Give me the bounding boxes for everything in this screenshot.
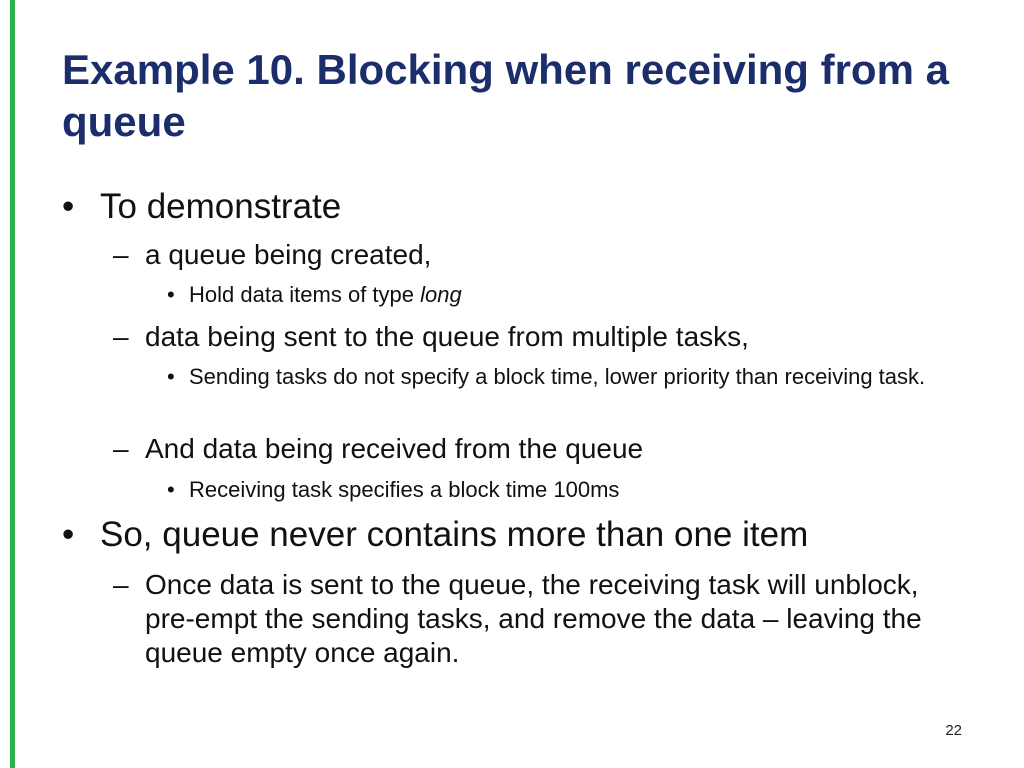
sub-bullet-text: And data being received from the queue [145, 433, 644, 464]
sub-bullet-text: Once data is sent to the queue, the receiving task will unblock, pre-empt the sending tasks, and remove the data – leaving the queue empty once again. [145, 569, 922, 668]
bullet-text: To demonstrate [100, 187, 342, 226]
sub-sub-bullet-text: Receiving task specifies a block time 100ms [189, 477, 620, 502]
dash-icon: – [113, 239, 129, 270]
bullet-text: So, queue never contains more than one item [100, 515, 809, 554]
bullet-icon: • [62, 515, 75, 554]
bullet-icon: • [167, 364, 175, 389]
type-emphasis: long [420, 282, 462, 307]
sub-sub-bullet-text [189, 281, 969, 309]
slide-title: Example 10. Blocking when receiving from a queue [62, 46, 949, 145]
text-prefix: Hold data items of type [189, 282, 421, 307]
bullet-icon: • [167, 282, 175, 307]
sub-sub-bullet-text: Sending tasks do not specify a block time, lower priority than receiving task. [189, 364, 926, 389]
bullet-icon: • [62, 187, 75, 226]
page-number: 22 [945, 722, 962, 739]
sub-bullet-text: data being sent to the queue from multiple tasks, [145, 321, 749, 352]
bullet-icon: • [167, 477, 175, 502]
dash-icon: – [113, 433, 129, 464]
sub-bullet-text: a queue being created, [145, 239, 432, 270]
dash-icon: – [113, 569, 129, 600]
dash-icon: – [113, 321, 129, 352]
